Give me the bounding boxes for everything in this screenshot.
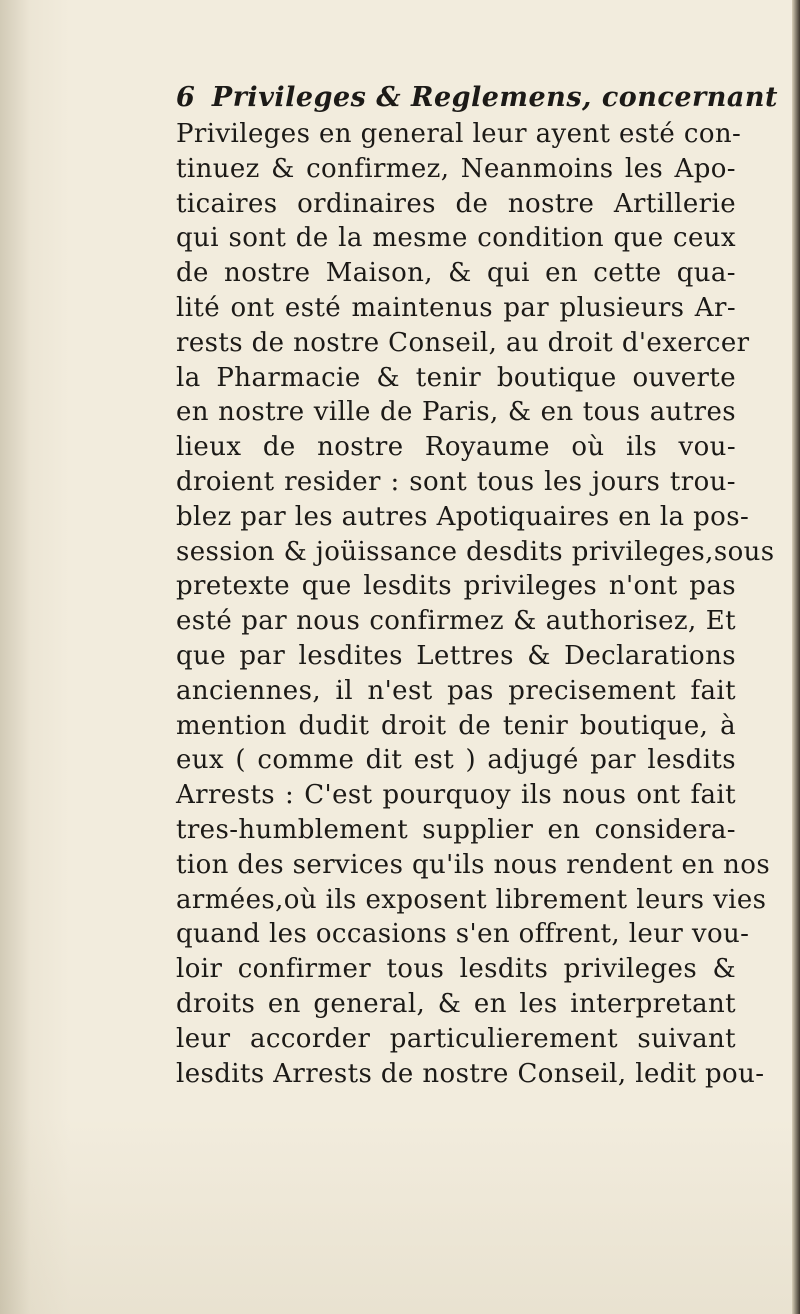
text-line: en nostre ville de Paris, & en tous autres [176, 397, 736, 428]
text-line: lité ont esté maintenus par plusieurs Ar- [176, 292, 736, 323]
text-line: pretexte que lesdits privileges n'ont pas [176, 571, 736, 602]
text-line: loir confirmer tous lesdits privileges & [176, 954, 736, 985]
text-line: Arrests : C'est pourquoy ils nous ont fait [176, 780, 736, 811]
text-line: blez par les autres Apotiquaires en la pos- [176, 501, 750, 532]
text-line: eux ( comme dit est ) adjugé par lesdits [176, 745, 736, 776]
body-text [176, 117, 775, 1091]
running-header [176, 82, 778, 122]
text-line: ticaires ordinaires de nostre Artillerie [176, 188, 736, 219]
page-edge-shadow [792, 0, 800, 1314]
text-line: armées,où ils exposent librement leurs vies [176, 884, 767, 915]
running-title: Privileges & Reglemens, concernant [211, 82, 778, 113]
text-line: lieux de nostre Royaume où ils vou- [176, 432, 736, 463]
text-line: anciennes, il n'est pas precisement fait [176, 675, 736, 706]
text-line: rests de nostre Conseil, au droit d'exercer [176, 327, 750, 358]
text-line: leur accorder particulierement suivant [176, 1023, 736, 1054]
page-number: 6 [176, 82, 196, 113]
text-line: qui sont de la mesme condition que ceux [176, 223, 736, 254]
text-line: droient resider : sont tous les jours trou- [176, 466, 736, 497]
text-line: de nostre Maison, & qui en cette qua- [176, 258, 736, 289]
text-line: tres-humblement supplier en considera- [176, 814, 736, 845]
text-line: lesdits Arrests de nostre Conseil, ledit pou- [176, 1058, 765, 1089]
text-line: quand les occasions s'en offrent, leur vou- [176, 919, 750, 950]
text-line: tion des services qu'ils nous rendent en nos [176, 849, 771, 880]
text-line: la Pharmacie & tenir boutique ouverte [176, 362, 736, 393]
text-line: tinuez & confirmez, Neanmoins les Apo- [176, 153, 736, 184]
text-line: Privileges en general leur ayent esté con- [176, 119, 742, 149]
text-line: que par lesdites Lettres & Declarations [176, 640, 736, 671]
text-line: session & joüissance desdits privileges,sous [176, 536, 775, 567]
text-line: mention dudit droit de tenir boutique, à [176, 710, 736, 741]
text-line: droits en general, & en les interpretant [176, 988, 736, 1019]
text-line: esté par nous confirmez & authorisez, Et [176, 606, 736, 637]
